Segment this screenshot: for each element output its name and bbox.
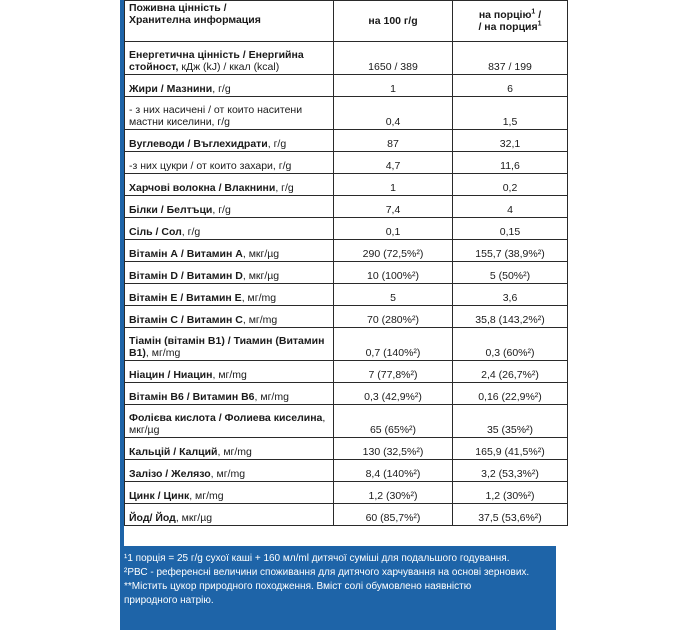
nutrient-name-bold: Сіль / Сол [129, 226, 182, 238]
nutrient-name [125, 504, 334, 526]
value-per-100g: 0,7 (140%²) [334, 328, 453, 361]
table-row [125, 328, 568, 361]
nutrient-unit: , мг/mg [217, 446, 252, 458]
nutrient-name-bold: Залізо / Желязо [129, 468, 211, 480]
nutrient-name-bold: Вітамін В6 / Витамин В6 [129, 391, 255, 403]
value-per-portion: 0,15 [453, 218, 568, 240]
nutrient-name-bold: Йод/ Йод [129, 512, 176, 524]
nutrient-name-bold: Кальцій / Калций [129, 446, 218, 458]
nutrient-unit: , г/g [275, 182, 294, 194]
table-row [125, 152, 568, 174]
value-per-100g: 7,4 [334, 196, 453, 218]
table-row [125, 262, 568, 284]
nutrient-unit: , мкг/µg [175, 512, 213, 524]
table-row [125, 361, 568, 383]
nutrient-unit: , мкг/µg [242, 248, 280, 260]
nutrient-name [125, 284, 334, 306]
header-line: Хранителна информация [129, 14, 261, 26]
nutrition-panel [120, 0, 556, 630]
table-row [125, 460, 568, 482]
value-per-portion: 3,2 (53,3%²) [453, 460, 568, 482]
nutrient-name-bold: Харчові волокна / Влакнини [129, 182, 276, 194]
value-per-portion: 4 [453, 196, 568, 218]
nutrient-name [125, 174, 334, 196]
value-per-portion: 11,6 [453, 152, 568, 174]
value-per-portion: 0,2 [453, 174, 568, 196]
nutrient-unit: -з них цукри / от които захари, г/g [129, 160, 292, 172]
value-per-portion: 5 (50%²) [453, 262, 568, 284]
table-row [125, 383, 568, 405]
header-per-portion: на порцію$^1$ / / на порция$^1$ [453, 1, 568, 42]
value-per-100g: 7 (77,8%²) [334, 361, 453, 383]
nutrient-unit: , г/g [267, 138, 287, 150]
nutrient-unit: , мг/mg [254, 391, 289, 403]
nutrient-unit: , мг/mg [145, 347, 181, 359]
footnote: природного натрію. [124, 595, 214, 606]
nutrient-name [125, 438, 334, 460]
header-line: Поживна цінність / [129, 2, 227, 14]
nutrient-unit: , мг/mg [212, 369, 247, 381]
nutrient-name [125, 196, 334, 218]
value-per-100g: 1,2 (30%²) [334, 482, 453, 504]
value-per-100g: 0,1 [334, 218, 453, 240]
nutrient-name-bold: Вітамін D / Витамин D [129, 270, 243, 282]
value-per-100g: 5 [334, 284, 453, 306]
value-per-portion: 6 [453, 75, 568, 97]
table-row [125, 306, 568, 328]
nutrient-name [125, 460, 334, 482]
nutrient-unit: , мг/mg [189, 490, 224, 502]
table-row [125, 42, 568, 75]
footnotes [120, 546, 556, 630]
value-per-100g: 290 (72,5%²) [334, 240, 453, 262]
footnote: ¹1 порція = 25 г/g сухої каші + 160 мл/ml дитячої суміші для подальшого годування. [124, 553, 510, 564]
value-per-portion: 837 / 199 [453, 42, 568, 75]
value-per-portion: 1,2 (30%²) [453, 482, 568, 504]
value-per-portion: 35,8 (143,2%²) [453, 306, 568, 328]
value-per-100g: 8,4 (140%²) [334, 460, 453, 482]
value-per-portion: 155,7 (38,9%²) [453, 240, 568, 262]
table-row [125, 75, 568, 97]
value-per-portion: 35 (35%²) [453, 405, 568, 438]
nutrient-name-bold: Вітамін Е / Витамин Е [129, 292, 242, 304]
footnote: ²РВС - референсні величини споживання для дитячого харчування на основі зернових. [124, 567, 530, 578]
table-row [125, 405, 568, 438]
footnote: **Містить цукор природного походження. Вміст солі обумовлено наявністю [124, 581, 472, 592]
table-row [125, 218, 568, 240]
nutrient-unit: , г/g [181, 226, 201, 238]
nutrient-name-bold: Білки / Белтъци [129, 204, 213, 216]
table-row [125, 196, 568, 218]
nutrient-unit: кДж (kJ) / ккал (kcal) [178, 61, 280, 73]
table-row [125, 438, 568, 460]
nutrient-unit: , г/g [212, 83, 231, 95]
nutrient-unit: , мкг/µg [129, 412, 326, 436]
nutrient-name-bold: Вітамін С / Витамин С [129, 314, 243, 326]
value-per-100g: 65 (65%²) [334, 405, 453, 438]
nutrient-name [125, 240, 334, 262]
nutrient-unit: , мкг/µg [242, 270, 280, 282]
value-per-100g: 1 [334, 174, 453, 196]
nutrient-unit: - з них насичені / от които наситени мастни киселини, г/g [129, 104, 303, 128]
value-per-100g: 1650 / 389 [334, 42, 453, 75]
value-per-portion: 37,5 (53,6%²) [453, 504, 568, 526]
nutrient-name [125, 306, 334, 328]
nutrient-name-bold: Ніацин / Ниацин [129, 369, 213, 381]
table-row [125, 174, 568, 196]
value-per-100g: 60 (85,7%²) [334, 504, 453, 526]
value-per-100g: 0,3 (42,9%²) [334, 383, 453, 405]
nutrient-name-bold: Вуглеводи / Въглехидрати [129, 138, 268, 150]
value-per-portion: 0,3 (60%²) [453, 328, 568, 361]
nutrient-name [125, 130, 334, 152]
nutrient-name-bold: Вітамін А / Витамин А [129, 248, 243, 260]
nutrient-name-bold: Жири / Мазнини [129, 83, 213, 95]
nutrient-name [125, 482, 334, 504]
table-row [125, 284, 568, 306]
table-row [125, 240, 568, 262]
table-row [125, 482, 568, 504]
nutrient-name-bold: Фолієва кислота / Фолиева киселина [129, 412, 323, 424]
nutrition-table [124, 0, 568, 526]
header-nutrition-value [125, 1, 334, 42]
nutrient-name [125, 361, 334, 383]
nutrient-unit: , мг/mg [242, 314, 278, 326]
value-per-100g: 70 (280%²) [334, 306, 453, 328]
nutrient-unit: , мг/mg [210, 468, 246, 480]
nutrient-name [125, 218, 334, 240]
nutrient-unit: , мг/mg [241, 292, 277, 304]
value-per-100g: 10 (100%²) [334, 262, 453, 284]
table-row [125, 130, 568, 152]
nutrient-name [125, 42, 334, 75]
value-per-portion: 1,5 [453, 97, 568, 130]
nutrient-name [125, 405, 334, 438]
value-per-portion: 0,16 (22,9%²) [453, 383, 568, 405]
value-per-portion: 32,1 [453, 130, 568, 152]
nutrient-name [125, 97, 334, 130]
nutrient-name [125, 383, 334, 405]
value-per-portion: 2,4 (26,7%²) [453, 361, 568, 383]
nutrient-name [125, 152, 334, 174]
nutrient-name-bold: Енергетична цінність / Енергийна стойност, [129, 49, 304, 73]
nutrient-name-bold: Тіамін (вітамін В1) / Тиамин (Витамин В1) [129, 335, 325, 359]
value-per-100g: 1 [334, 75, 453, 97]
value-per-100g: 4,7 [334, 152, 453, 174]
value-per-100g: 130 (32,5%²) [334, 438, 453, 460]
nutrient-name [125, 75, 334, 97]
table-header-row [125, 1, 568, 42]
value-per-100g: 87 [334, 130, 453, 152]
nutrient-name [125, 262, 334, 284]
nutrient-unit: , г/g [212, 204, 231, 216]
header-per-100g: на 100 г/g [334, 1, 453, 42]
value-per-portion: 3,6 [453, 284, 568, 306]
nutrient-name-bold: Цинк / Цинк [129, 490, 190, 502]
nutrient-name [125, 328, 334, 361]
value-per-100g: 0,4 [334, 97, 453, 130]
value-per-portion: 165,9 (41,5%²) [453, 438, 568, 460]
table-row [125, 504, 568, 526]
table-row [125, 97, 568, 130]
